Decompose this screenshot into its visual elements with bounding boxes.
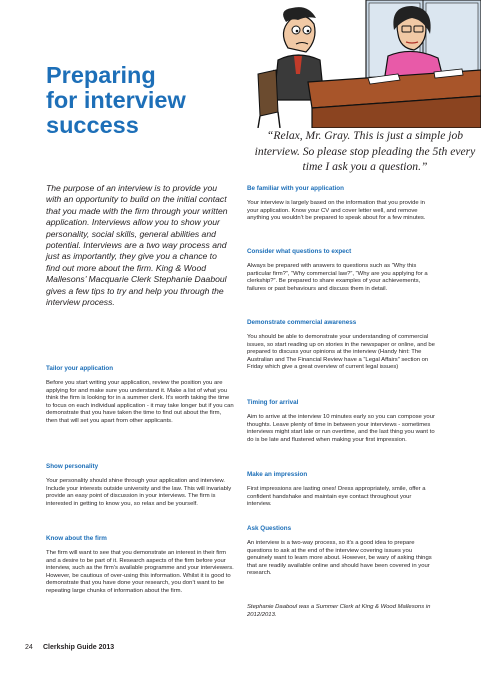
title-line: Preparing [46, 62, 156, 88]
page-footer [25, 643, 114, 652]
tip-body: An interview is a two-way process, so it’s a good idea to prepare questions to ask at the end of the interview covering issues you genuinely want to learn more about. However, be wary of asking things that are readily available online and should have been covered in your research. [247, 540, 432, 577]
tip-heading: Know about the firm [46, 535, 107, 542]
tip-section [247, 319, 435, 372]
tip-heading: Consider what questions to expect [247, 248, 352, 255]
tip-body: Always be prepared with answers to questions such as “Why this particular firm?”, “Why commercial law?”, “Why are you applying for a clerkship?”. Be prepared to share examples of your achievements, failures or past behaviours and discuss them in detail. [247, 263, 428, 292]
tip-heading: Be familiar with your application [247, 185, 344, 192]
tip-section [46, 365, 234, 426]
page-number: 24 [25, 644, 33, 651]
tip-body: Your personality should shine through your application and interview. Include your interests outside university and the law. This will invariably provide an easy point of discussion in your interviews. The firm is interested in getting to know you, so relax and be yourself. [46, 478, 232, 507]
tip-body: Before you start writing your application, review the position you are applying for and make sure you understand it. Make a list of what you think the firm is looking for in a summer clerk. It’s worth taking the time to focus on each individual application - it may take longer but if you can demonstrate that you have taken the time to find out about the firm, then that will set you apart from other applicants. [46, 380, 234, 424]
tip-body: You should be able to demonstrate your understanding of commercial issues, so start reading up on stories in the newspaper or online, and be prepared to discuss your opinions at the interview (Handy hint: The Australian and The Financial Review have a “Legal Affairs” section on Friday which give a great overview of current legal issues) [247, 334, 435, 371]
title-line: for interview [46, 87, 186, 113]
tip-heading: Show personality [46, 463, 99, 470]
tip-body: First impressions are lasting ones! Dress appropriately, smile, offer a confident handshake and maintain eye contact throughout your interview. [247, 486, 426, 508]
page-title [46, 63, 246, 138]
intro-paragraph: The purpose of an interview is to provide you with an opportunity to build on the initial contact that you made with the firm through your written application. Interviews allow you to show your personality, social skills, general abilities and potential. Interviews are a two way process and just as importantly, they give you a chance to find out more about the firm. King & Wood Mallesons’ Macquarie Clerk Stephanie Daaboul gives a few tips to try and help you through the interview process. [46, 183, 228, 308]
publication-name: Clerkship Guide 2013 [42, 644, 115, 651]
tip-section [247, 185, 435, 223]
tip-section [46, 463, 234, 508]
tip-heading: Ask Questions [247, 525, 292, 532]
tip-heading: Demonstrate commercial awareness [247, 319, 357, 326]
tip-section [46, 535, 234, 596]
tip-section [247, 471, 435, 509]
tip-body: Your interview is largely based on the information that you provide in your application. Know your CV and cover letter well, and remove anything you wouldn’t be prepared to speak about for a few minutes. [247, 200, 426, 222]
tip-heading: Timing for arrival [247, 399, 299, 406]
tip-heading: Make an impression [247, 471, 308, 478]
tip-heading: Tailor your application [46, 365, 114, 372]
tip-body: Aim to arrive at the interview 10 minutes early so you can compose your thoughts. Leave plenty of time in between your interviews - sometimes interviews might start late or run overtime, and the last thing you want to do is be late and flustered when making your first impression. [247, 414, 435, 443]
tip-section [247, 248, 435, 293]
tip-section [247, 525, 435, 578]
title-line: success [46, 112, 139, 138]
cartoon-caption-quote: “Relax, Mr. Gray. This is just a simple job interview. So please stop pleading the 5th every time I ask you a question.” [254, 129, 476, 173]
author-signoff: Stephanie Daaboul was a Summer Clerk at King & Wood Mallesons in 2012/2013. [247, 604, 431, 618]
tip-section [247, 399, 435, 444]
tip-body: The firm will want to see that you demonstrate an interest in their firm and a desire to be part of it. Research aspects of the firm before your interview, such as the firm’s available programme and your interviewers. However, be cautious of over-using this information. Whilst it is good to demonstrate that you have done your research, you don’t want to be repeating large chunks of information about the firm. [46, 550, 234, 594]
interview-cartoon-illustration [248, 0, 481, 128]
